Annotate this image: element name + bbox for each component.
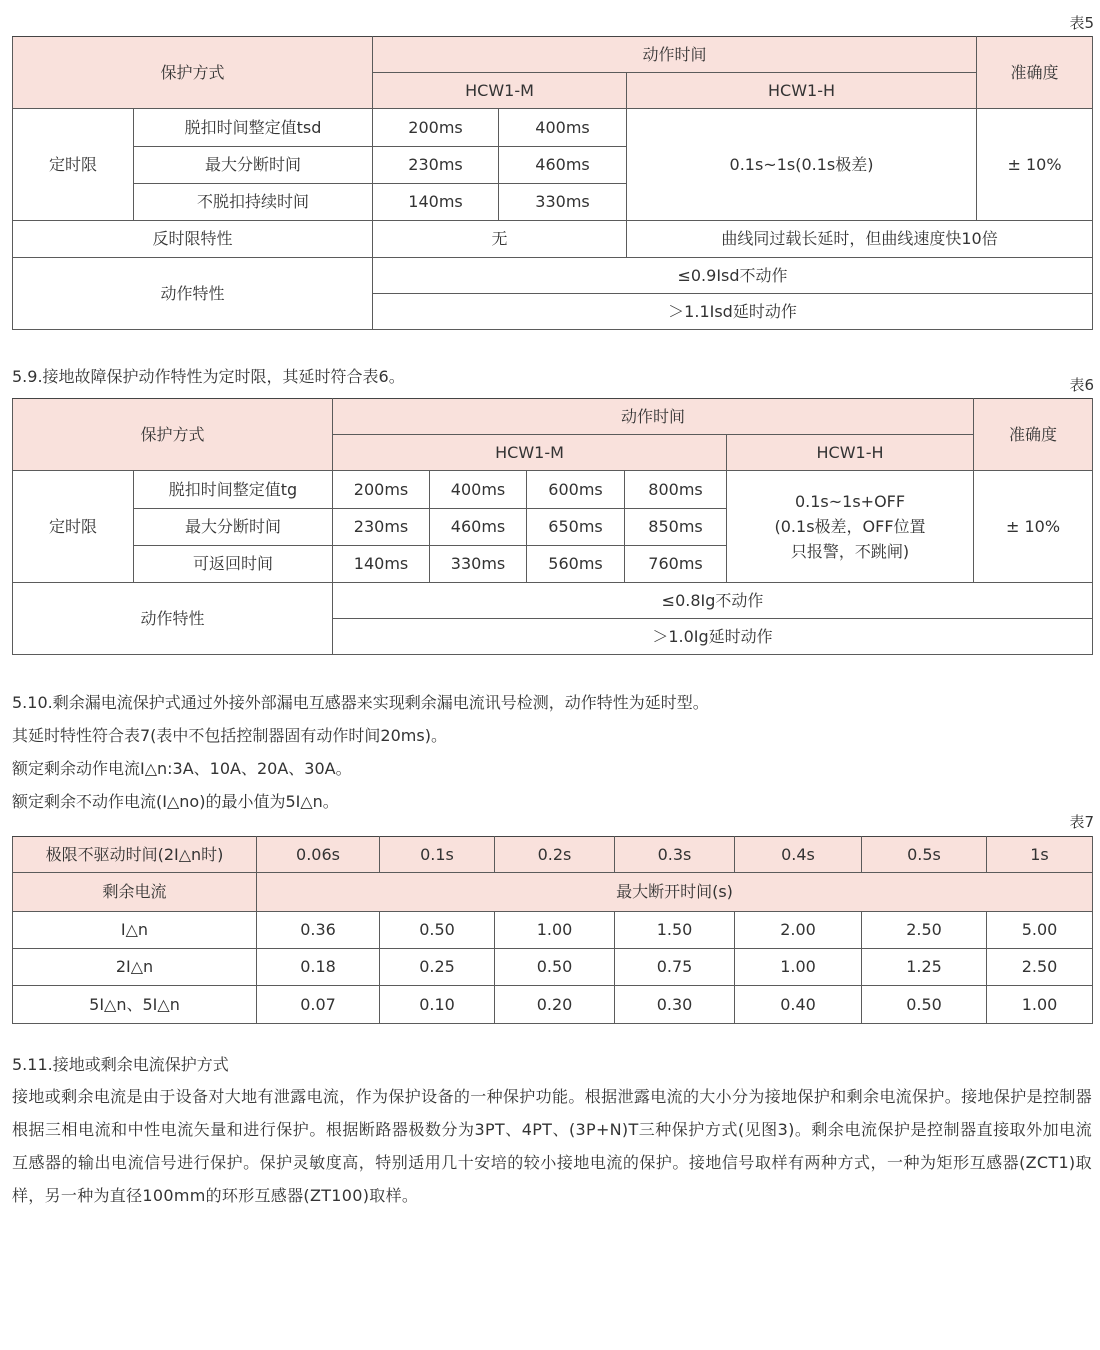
para-5-10-line4: 额定剩余不动作电流(I△no)的最小值为5I△n。 bbox=[12, 792, 339, 811]
t7-cell: 0.25 bbox=[380, 949, 495, 986]
t6-cell: 600ms bbox=[527, 471, 625, 509]
t5-action-time-header: 动作时间 bbox=[373, 37, 977, 73]
t7-limit: 0.06s bbox=[257, 837, 380, 873]
t7-cell: 1.00 bbox=[735, 949, 862, 986]
t6-h-line1: 0.1s~1s+OFF bbox=[794, 492, 906, 511]
t5-action-char: 动作特性 bbox=[13, 258, 373, 330]
t7-cell: 0.20 bbox=[495, 986, 615, 1024]
para-5-10-line2: 其延时特性符合表7(表中不包括控制器固有动作时间20ms)。 bbox=[12, 726, 447, 745]
t5-protect-mode-header: 保护方式 bbox=[13, 37, 373, 109]
table7 bbox=[12, 836, 1093, 1024]
t6-row-name: 最大分断时间 bbox=[134, 509, 333, 546]
t7-limit: 1s bbox=[987, 837, 1093, 873]
t5-row-name: 脱扣时间整定值tsd bbox=[134, 109, 373, 147]
table5 bbox=[12, 36, 1093, 330]
t6-accuracy-header: 准确度 bbox=[974, 399, 1093, 471]
t6-h-range bbox=[727, 471, 974, 583]
t6-accuracy-value: ± 10% bbox=[974, 471, 1093, 583]
t7-limit: 0.2s bbox=[495, 837, 615, 873]
t5-cell: 140ms bbox=[373, 184, 499, 221]
table6 bbox=[12, 398, 1093, 655]
t6-cell: 850ms bbox=[625, 509, 727, 546]
t5-accuracy-value: ± 10% bbox=[977, 109, 1093, 221]
table7-label: 表7 bbox=[1069, 813, 1094, 831]
t6-row-name: 可返回时间 bbox=[134, 546, 333, 583]
t6-cell: 560ms bbox=[527, 546, 625, 583]
t6-cell: 200ms bbox=[333, 471, 430, 509]
t6-cell: 230ms bbox=[333, 509, 430, 546]
t6-model-h: HCW1-H bbox=[727, 435, 974, 471]
t5-char2: ＞1.1Isd延时动作 bbox=[373, 294, 1093, 330]
t5-char1: ≤0.9Isd不动作 bbox=[373, 258, 1093, 294]
t6-cell: 800ms bbox=[625, 471, 727, 509]
t5-inverse-h: 曲线同过载长延时，但曲线速度快10倍 bbox=[627, 221, 1093, 258]
para-5-10-line1: 5.10.剩余漏电流保护式通过外接外部漏电互感器来实现剩余漏电流讯号检测，动作特性为延时型。 bbox=[12, 693, 709, 712]
t5-cell: 400ms bbox=[499, 109, 627, 147]
t7-cell: 5.00 bbox=[987, 912, 1093, 949]
t7-cell: 1.25 bbox=[862, 949, 987, 986]
t6-char2: ＞1.0Ig延时动作 bbox=[333, 619, 1093, 655]
t7-limit: 0.1s bbox=[380, 837, 495, 873]
t6-cell: 650ms bbox=[527, 509, 625, 546]
t7-cell: 2.50 bbox=[987, 949, 1093, 986]
t6-cell: 330ms bbox=[430, 546, 527, 583]
t6-char1: ≤0.8Ig不动作 bbox=[333, 583, 1093, 619]
para-5-11-body: 接地或剩余电流是由于设备对大地有泄露电流，作为保护设备的一种保护功能。根据泄露电流的大小分为接地保护和剩余电流保护。接地保护是控制器根据三相电流和中性电流矢量和进行保护。根据断路器极数分为3PT、4PT、(3P+N)T三种保护方式(见图3)。剩余电流保护是控制器直接取外加电流互感器的输出电流信号进行保护。保护灵敏度高，特别适用几十安培的较小接地电流的保护。接地信号取样有两种方式，一种为矩形互感器(ZCT1)取样，另一种为直径100mm的环形互感器(ZT100)取样。 bbox=[12, 1087, 1092, 1205]
t5-definite: 定时限 bbox=[13, 109, 134, 221]
t7-max-break-header: 最大断开时间(s) bbox=[257, 873, 1093, 912]
t6-definite: 定时限 bbox=[13, 471, 134, 583]
t7-cell: 1.00 bbox=[495, 912, 615, 949]
t7-limit: 0.3s bbox=[615, 837, 735, 873]
table6-label: 表6 bbox=[1069, 376, 1094, 394]
t5-inverse: 反时限特性 bbox=[13, 221, 373, 258]
t5-cell: 230ms bbox=[373, 147, 499, 184]
t7-cell: 0.75 bbox=[615, 949, 735, 986]
t7-limit: 0.4s bbox=[735, 837, 862, 873]
t7-row-name: I△n bbox=[13, 912, 257, 949]
t7-row-name: 2I△n bbox=[13, 949, 257, 986]
t7-cell: 0.36 bbox=[257, 912, 380, 949]
table5-label: 表5 bbox=[1069, 14, 1094, 32]
t6-action-time-header: 动作时间 bbox=[333, 399, 974, 435]
t7-cell: 0.40 bbox=[735, 986, 862, 1024]
t5-cell: 460ms bbox=[499, 147, 627, 184]
t7-limit-label: 极限不驱动时间(2I△n时) bbox=[13, 837, 257, 873]
t5-h-range: 0.1s~1s(0.1s极差) bbox=[627, 109, 977, 221]
t5-row-name: 最大分断时间 bbox=[134, 147, 373, 184]
t7-cell: 0.30 bbox=[615, 986, 735, 1024]
t7-cell: 1.00 bbox=[987, 986, 1093, 1024]
t7-cell: 0.50 bbox=[862, 986, 987, 1024]
t6-cell: 760ms bbox=[625, 546, 727, 583]
t7-residual-header: 剩余电流 bbox=[13, 873, 257, 912]
t7-cell: 0.50 bbox=[380, 912, 495, 949]
t6-action-char: 动作特性 bbox=[13, 583, 333, 655]
t7-cell: 2.00 bbox=[735, 912, 862, 949]
t7-cell: 0.10 bbox=[380, 986, 495, 1024]
t5-accuracy-header: 准确度 bbox=[977, 37, 1093, 109]
para-5-11-title: 5.11.接地或剩余电流保护方式 bbox=[12, 1055, 229, 1074]
t6-model-m: HCW1-M bbox=[333, 435, 727, 471]
t5-row-name: 不脱扣持续时间 bbox=[134, 184, 373, 221]
t6-protect-mode-header: 保护方式 bbox=[13, 399, 333, 471]
t6-cell: 140ms bbox=[333, 546, 430, 583]
t6-cell: 400ms bbox=[430, 471, 527, 509]
para-5-9: 5.9.接地故障保护动作特性为定时限，其延时符合表6。 bbox=[12, 367, 405, 386]
t6-h-line3: 只报警，不跳闸) bbox=[790, 542, 910, 561]
t5-model-m: HCW1-M bbox=[373, 73, 627, 109]
para-5-10-line3: 额定剩余动作电流I△n:3A、10A、20A、30A。 bbox=[12, 759, 352, 778]
t5-cell: 200ms bbox=[373, 109, 499, 147]
t7-cell: 1.50 bbox=[615, 912, 735, 949]
t7-cell: 0.07 bbox=[257, 986, 380, 1024]
t6-cell: 460ms bbox=[430, 509, 527, 546]
t5-cell: 330ms bbox=[499, 184, 627, 221]
t7-limit: 0.5s bbox=[862, 837, 987, 873]
t7-cell: 0.18 bbox=[257, 949, 380, 986]
t7-cell: 0.50 bbox=[495, 949, 615, 986]
t7-cell: 2.50 bbox=[862, 912, 987, 949]
t6-h-line2: (0.1s极差，OFF位置 bbox=[774, 517, 926, 536]
t5-model-h: HCW1-H bbox=[627, 73, 977, 109]
t7-row-name: 5I△n、5I△n bbox=[13, 986, 257, 1024]
t5-inverse-m: 无 bbox=[373, 221, 627, 258]
t6-row-name: 脱扣时间整定值tg bbox=[134, 471, 333, 509]
